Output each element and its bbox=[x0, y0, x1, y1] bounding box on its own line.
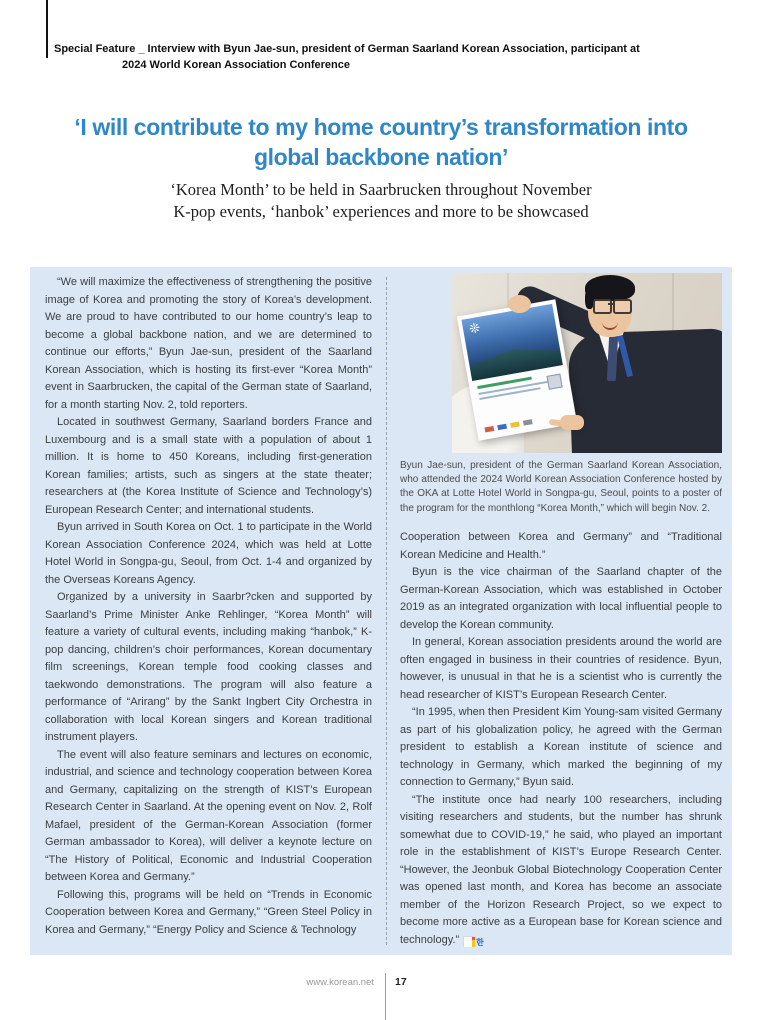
paragraph: Cooperation between Korea and Germany” and “Traditional Korean Medicine and Health.” bbox=[400, 531, 722, 561]
korean-net-endmark-icon: 한 bbox=[463, 936, 476, 948]
paragraph: Byun is the vice chairman of the Saarland chapter of the German-Korean Association, which was established in October 2019 as an integrated organization with local influential people to develop the Korean community. bbox=[400, 566, 722, 631]
headline-line2: global backbone nation’ bbox=[253, 144, 509, 170]
header-line1: Special Feature _ Interview with Byun Jae-sun, president of German Saarland Korean Association, participant at bbox=[54, 43, 640, 55]
footer-site-url: www.korean.net bbox=[306, 977, 374, 988]
article-headline bbox=[0, 112, 762, 172]
header-vertical-rule bbox=[46, 0, 48, 58]
man-hand-holding bbox=[508, 295, 531, 313]
subhead-line1: ‘Korea Month’ to be held in Saarbrucken throughout November bbox=[170, 180, 592, 199]
special-feature-header bbox=[54, 41, 734, 73]
poster-sponsor-logo bbox=[510, 421, 520, 427]
footer-vertical-rule bbox=[385, 973, 386, 1020]
article-right-column bbox=[400, 529, 722, 947]
paragraph: Byun arrived in South Korea on Oct. 1 to participate in the World Korean Association Conference 2024, which was held at Lotte Hotel World in Songpa-gu, Seoul, from Oct. 1-4 and organized by the Overseas Koreans Agency. bbox=[45, 521, 372, 586]
poster-sponsor-logo bbox=[523, 419, 533, 425]
photo-caption: Byun Jae-sun, president of the German Saarland Korean Association, who attended the 2024 World Korean Association Conference hosted by the OKA at Lotte Hotel World in Songpa-gu, Seoul, points to a poster of the program for the monthlong “Korea Month,” which will begin Nov. 2. bbox=[400, 460, 722, 514]
poster-palace-image bbox=[461, 304, 562, 381]
poster-sponsor-logo bbox=[484, 426, 494, 432]
paragraph: “In 1995, when then President Kim Young-sam visited Germany as part of his globalization policy, he agreed with the German president to establish a Korean institute of science and technology in Germany, which marked the beginning of my connection to Germany,” Byun said. bbox=[400, 706, 722, 788]
paragraph: Organized by a university in Saarbr?cken and supported by Saarland’s Prime Minister Anke Rehlinger, “Korea Month” will feature a variety of cultural events, including making “hanbok,” K-pop dancing, children’s choir performances, Korean documentary film screenings, Korean temple food cooking classes and taekwondo demonstrations. The program will also feature a performance of “Arirang” by the Sankt Ingbert City Orchestra in collaboration with local Korean singers and Korean traditional instrument players. bbox=[45, 591, 372, 743]
poster-qr-code bbox=[546, 374, 562, 390]
paragraph-text: “The institute once had nearly 100 researchers, including visiting researchers and students, but the number has shrunk somewhat due to COVID-19,” he said, who played an important role in the establishment of KIST’s Europe Research Center. “However, the Jeonbuk Global Biotechnology Cooperation Center was opened last month, and Korea has become an associate member of the Horizon Research Project, so we expect to become more active as a European base for Korean science and technology.” bbox=[400, 793, 722, 946]
paragraph: “We will maximize the effectiveness of strengthening the positive image of Korea and promoting the story of Korea’s development. We are proud to have contributed to our home country’s leap to become a global backbone nation, and we are determined to continue our efforts,” Byun Jae-sun, president of the Saarland Korean Association, which is hosting its first-ever “Korea Month” event in Saarbrucken, the capital of the German state of Saarland, for a month starting Nov. 2, told reporters. bbox=[45, 276, 372, 411]
article-subhead bbox=[0, 179, 762, 223]
paragraph: In general, Korean association presidents around the world are often engaged in business in their countries of residence. Byun, however, is unusual in that he is a scientist who is currently the head researcher of KIST’s European Research Center. bbox=[400, 636, 722, 701]
page-number: 17 bbox=[395, 976, 407, 988]
headline-line1: ‘I will contribute to my home country’s transformation into bbox=[74, 114, 688, 140]
paragraph: Following this, programs will be held on “Trends in Economic Cooperation between Korea and Germany,” “Green Steel Policy in Korea and Germany,” “Energy Policy and Science & Technology bbox=[45, 888, 372, 936]
poster-sponsor-logo bbox=[497, 424, 507, 430]
header-line2: 2024 World Korean Association Conference bbox=[122, 59, 351, 71]
article-left-column bbox=[45, 274, 372, 948]
article-photo bbox=[452, 273, 722, 453]
man-glasses bbox=[608, 303, 613, 305]
poster-star-logo-icon: ❊ bbox=[467, 319, 482, 337]
subhead-line2: K-pop events, ‘hanbok’ experiences and more to be showcased bbox=[173, 202, 589, 221]
paragraph: Located in southwest Germany, Saarland borders France and Luxembourg and is a small state with a population of about 1 million. It is home to 450 Koreans, including first-generation Korean families; artists, such as singers at the state theater; researchers at (the Korea Institute of Science and Technology’s) European Research Center; and international students. bbox=[45, 416, 372, 516]
column-divider bbox=[386, 277, 387, 945]
man-glasses bbox=[593, 299, 612, 314]
man-glasses bbox=[613, 299, 632, 314]
article-panel bbox=[30, 267, 732, 955]
paragraph bbox=[400, 792, 722, 948]
paragraph: The event will also feature seminars and lectures on economic, industrial, and science and technology cooperation between Korea and Germany, capitalizing on the strength of KIST’s European Research Center in Saarland. At the opening event on Nov. 2, Rolf Mafael, president of the German-Korean Association (former German ambassador to Korea), will deliver a keynote lecture on “The History of Political, Economic and Industrial Cooperation between Korea and Germany.” bbox=[45, 748, 372, 883]
